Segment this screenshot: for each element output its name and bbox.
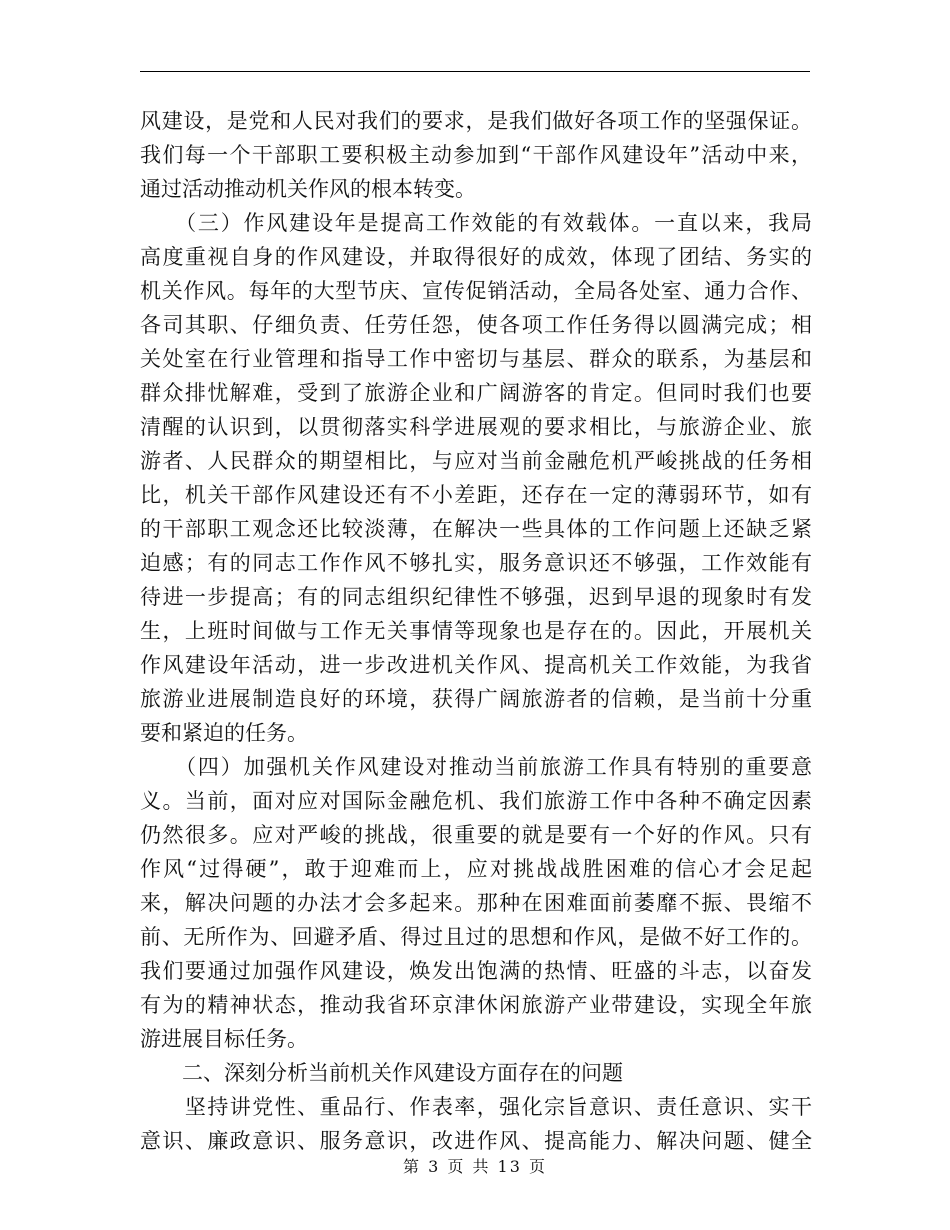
page-footer: 第 3 页 共 13 页: [403, 1157, 547, 1176]
text-line: 我们要通过加强作风建设，焕发出饱满的热情、旺盛的斗志，以奋发: [140, 959, 812, 983]
text-line: （三）作风建设年是提高工作效能的有效载体。一直以来，我局: [140, 211, 812, 235]
text-line: 有为的精神状态，推动我省环京津休闲旅游产业带建设，实现全年旅: [140, 993, 812, 1017]
text-line: 生，上班时间做与工作无关事情等现象也是存在的。因此，开展机关: [140, 619, 812, 643]
text-line: （四）加强机关作风建设对推动当前旅游工作具有特别的重要意: [140, 755, 812, 779]
text-line: 高度重视自身的作风建设，并取得很好的成效，体现了团结、务实的: [140, 245, 812, 269]
text-line: 意识、廉政意识、服务意识，改进作风、提高能力、解决问题、健全: [140, 1129, 812, 1153]
text-line: 游者、人民群众的期望相比，与应对当前金融危机严峻挑战的任务相: [140, 449, 812, 473]
text-line: 来，解决问题的办法才会多起来。那种在困难面前萎靡不振、畏缩不: [140, 891, 812, 915]
header-rule: [140, 71, 810, 72]
text-line: 旅游业进展制造良好的环境，获得广阔旅游者的信赖，是当前十分重: [140, 687, 812, 711]
text-line: 群众排忧解难，受到了旅游企业和广阔游客的肯定。但同时我们也要: [140, 381, 812, 405]
text-line: 比，机关干部作风建设还有不小差距，还存在一定的薄弱环节，如有: [140, 483, 812, 507]
text-line: 关处室在行业管理和指导工作中密切与基层、群众的联系，为基层和: [140, 347, 812, 371]
text-line: 通过活动推动机关作风的根本转变。: [140, 177, 476, 201]
text-line: 的干部职工观念还比较淡薄，在解决一些具体的工作问题上还缺乏紧: [140, 517, 812, 541]
text-line: 二、深刻分析当前机关作风建设方面存在的问题: [140, 1061, 623, 1085]
text-line: 作风建设年活动，进一步改进机关作风、提高机关工作效能，为我省: [140, 653, 812, 677]
text-line: 仍然很多。应对严峻的挑战，很重要的就是要有一个好的作风。只有: [140, 823, 812, 847]
text-line: 各司其职、仔细负责、任劳任怨，使各项工作任务得以圆满完成；相: [140, 313, 812, 337]
text-line: 前、无所作为、回避矛盾、得过且过的思想和作风，是做不好工作的。: [140, 925, 812, 949]
text-line: 要和紧迫的任务。: [140, 721, 308, 745]
text-line: 待进一步提高；有的同志组织纪律性不够强，迟到早退的现象时有发: [140, 585, 812, 609]
text-line: 游进展目标任务。: [140, 1027, 308, 1051]
text-line: 作风“过得硬”，敢于迎难而上，应对挑战战胜困难的信心才会足起: [140, 857, 812, 881]
text-line: 迫感；有的同志工作作风不够扎实，服务意识还不够强，工作效能有: [140, 551, 812, 575]
text-line: 清醒的认识到，以贯彻落实科学进展观的要求相比，与旅游企业、旅: [140, 415, 812, 439]
text-line: 义。当前，面对应对国际金融危机、我们旅游工作中各种不确定因素: [140, 789, 812, 813]
text-line: 机关作风。每年的大型节庆、宣传促销活动，全局各处室、通力合作、: [140, 279, 812, 303]
text-line: 我们每一个干部职工要积极主动参加到“干部作风建设年”活动中来，: [140, 143, 812, 167]
text-line: 风建设，是党和人民对我们的要求，是我们做好各项工作的坚强保证。: [140, 109, 812, 133]
text-line: 坚持讲党性、重品行、作表率，强化宗旨意识、责任意识、实干: [140, 1095, 812, 1119]
document-body: [140, 104, 812, 1158]
